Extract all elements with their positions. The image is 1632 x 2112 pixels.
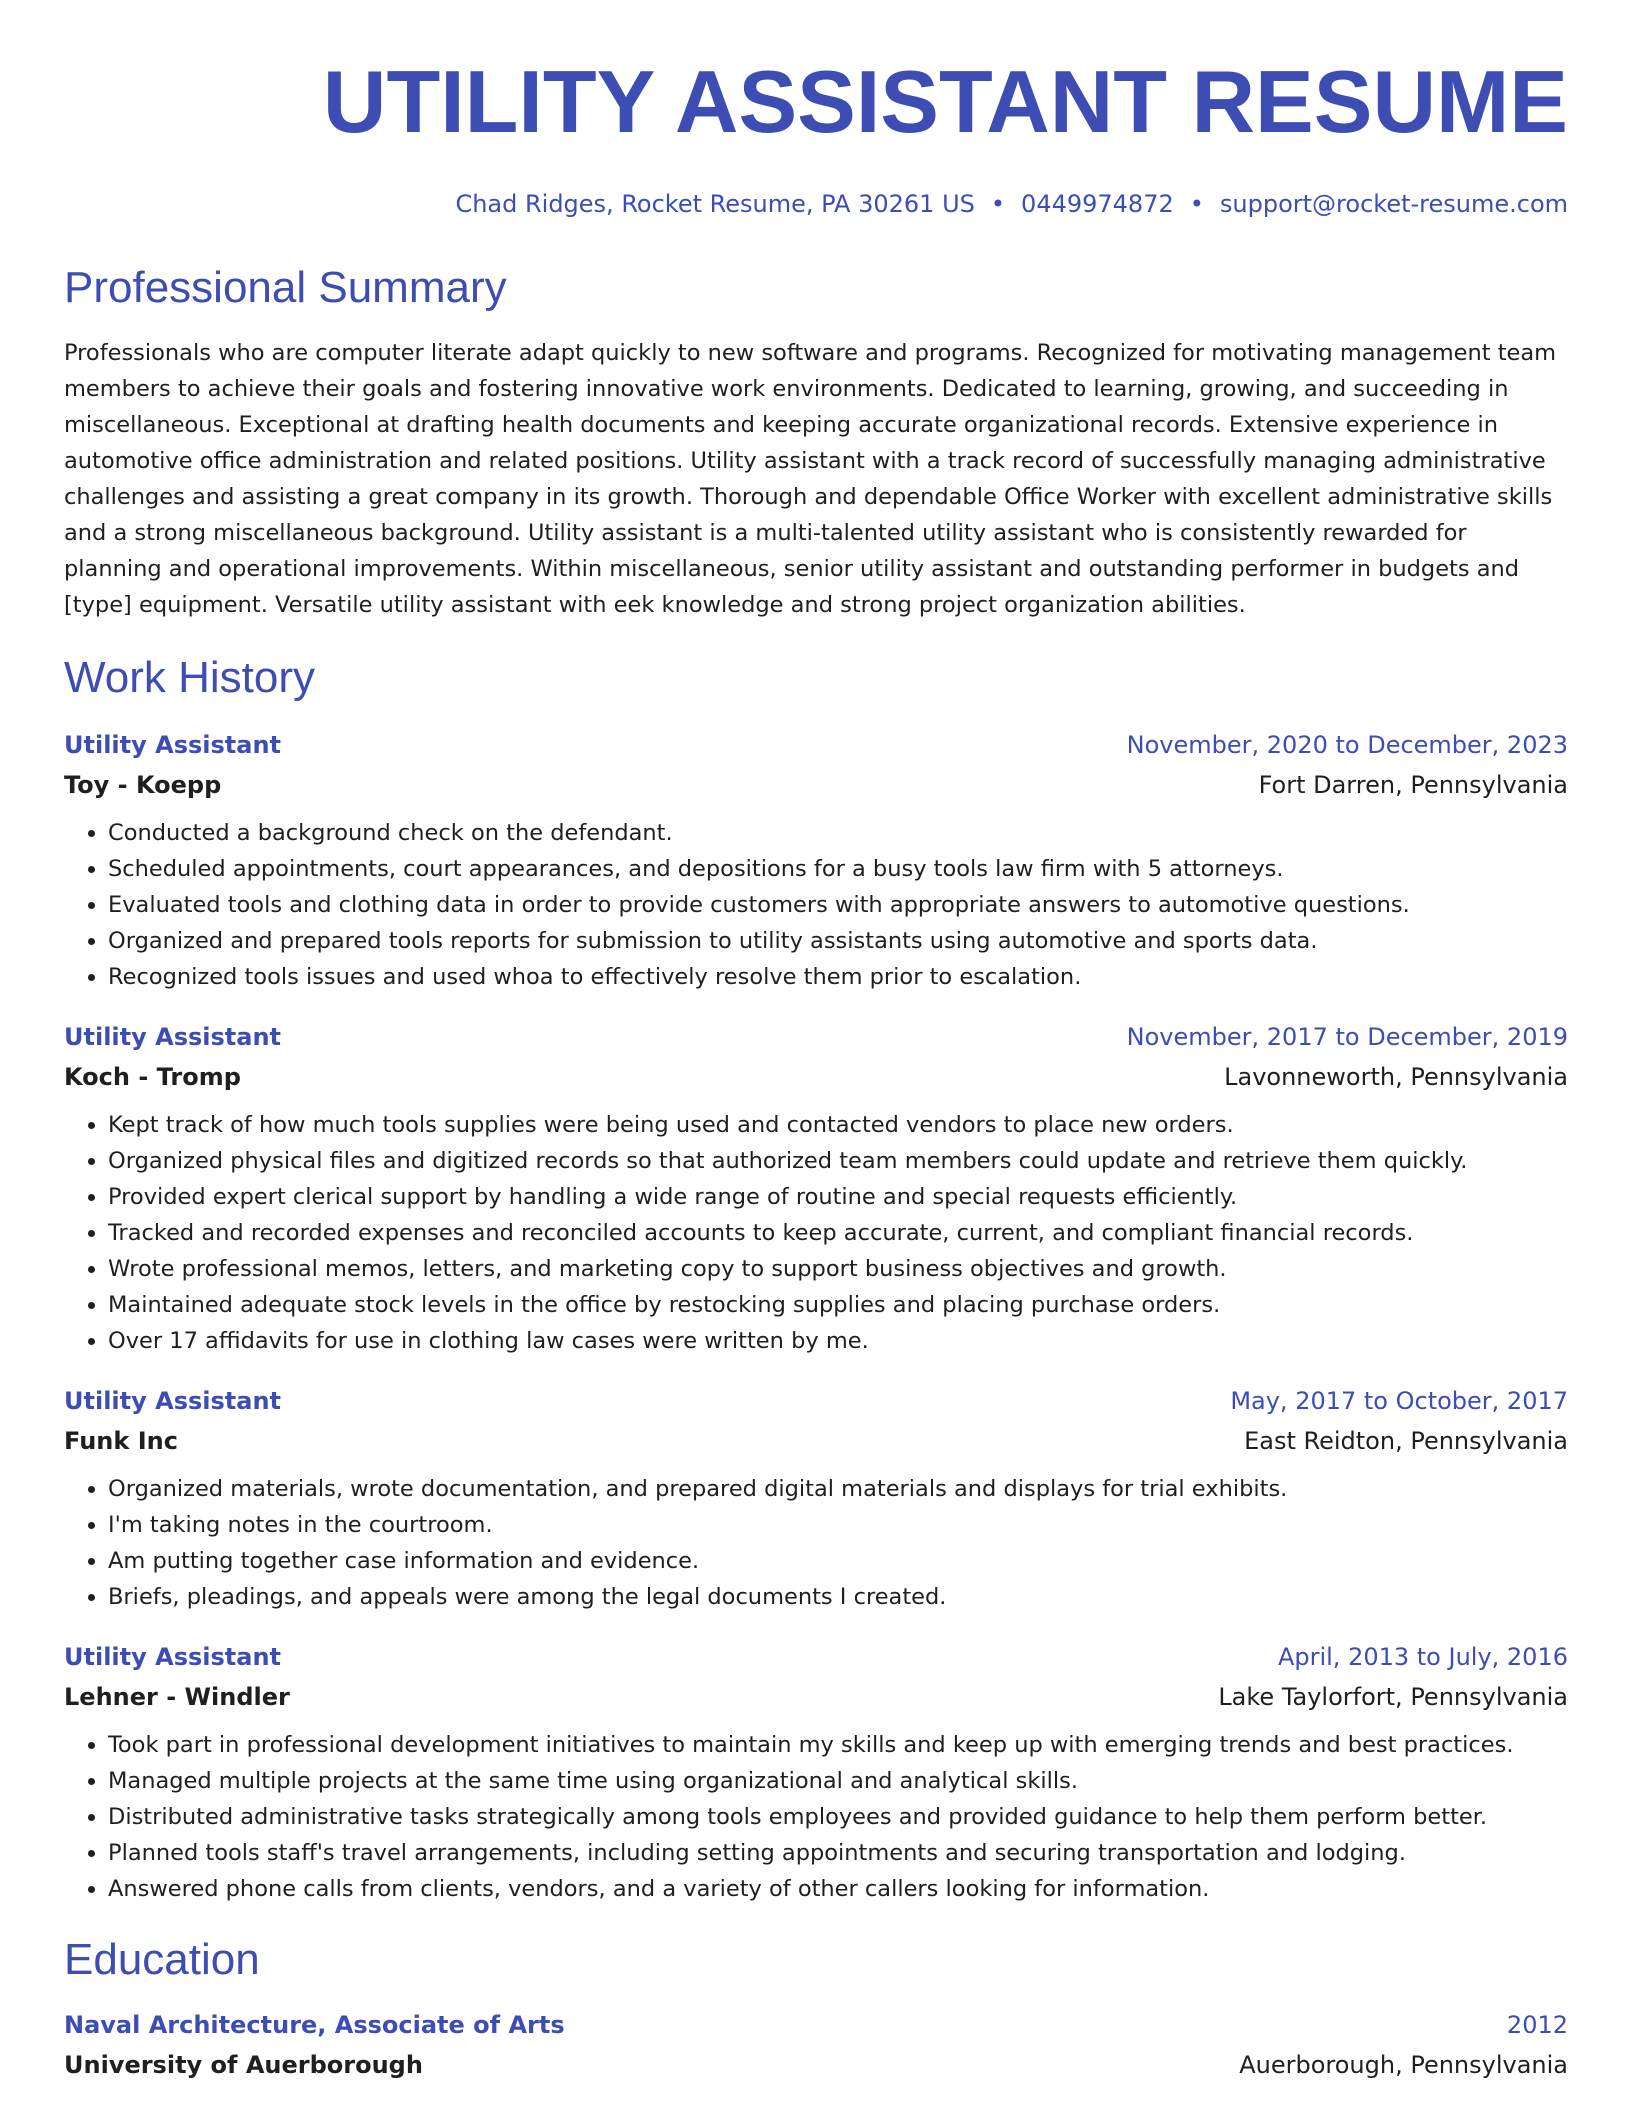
job-company: Lehner - Windler: [64, 1683, 290, 1711]
job-bullet: • Managed multiple projects at the same time using organizational and analytical skills.: [108, 1763, 1568, 1799]
work-history-list: [64, 725, 1568, 1907]
contact-separator: •: [1189, 190, 1204, 218]
job-bullet: • Briefs, pleadings, and appeals were among the legal documents I created.: [108, 1579, 1568, 1615]
education-heading: Education: [64, 1935, 260, 1984]
job-company: Toy - Koepp: [64, 771, 222, 799]
contact-line: [64, 190, 1568, 218]
job-bullet: • Maintained adequate stock levels in the office by restocking supplies and placing purchase orders.: [108, 1287, 1568, 1323]
job-bullet: • Distributed administrative tasks strategically among tools employees and provided guidance to help them perform better.: [108, 1799, 1568, 1835]
contact-phone: 0449974872: [1021, 190, 1174, 218]
job-bullet: • Tracked and recorded expenses and reconciled accounts to keep accurate, current, and compliant financial records.: [108, 1215, 1568, 1251]
job-dates: November, 2017 to December, 2019: [1126, 1023, 1568, 1051]
job-bullet: • Over 17 affidavits for use in clothing law cases were written by me.: [108, 1323, 1568, 1359]
contact-separator: •: [990, 190, 1006, 218]
job-bullet: • Answered phone calls from clients, vendors, and a variety of other callers looking for information.: [108, 1871, 1568, 1907]
contact-email[interactable]: support@rocket-resume.com: [1219, 190, 1568, 218]
job-location: Fort Darren, Pennsylvania: [1258, 771, 1568, 799]
job-role: Utility Assistant: [64, 1023, 281, 1051]
resume-title: UTILITY ASSISTANT RESUME: [322, 52, 1568, 151]
job-bullet: • Scheduled appointments, court appearances, and depositions for a busy tools law firm with 5 attorneys.: [108, 851, 1568, 887]
job-bullet: • Wrote professional memos, letters, and marketing copy to support business objectives and growth.: [108, 1251, 1568, 1287]
education-year: 2012: [1506, 2011, 1568, 2039]
job-role: Utility Assistant: [64, 1387, 281, 1415]
job-bullet: • Organized physical files and digitized records so that authorized team members could update and retrieve them quickly.: [108, 1143, 1568, 1179]
job-bullet: • Evaluated tools and clothing data in order to provide customers with appropriate answers to automotive questions.: [108, 887, 1568, 923]
job-company: Funk Inc: [64, 1427, 178, 1455]
job-entry: [64, 1381, 1568, 1615]
job-role: Utility Assistant: [64, 1643, 281, 1671]
education-degree: Naval Architecture, Associate of Arts: [64, 2011, 565, 2039]
work-history-heading: Work History: [64, 653, 315, 702]
job-dates: May, 2017 to October, 2017: [1230, 1387, 1568, 1415]
job-entry: [64, 1637, 1568, 1907]
job-location: Lavonneworth, Pennsylvania: [1224, 1063, 1568, 1091]
job-role: Utility Assistant: [64, 731, 281, 759]
job-location: Lake Taylorfort, Pennsylvania: [1218, 1683, 1568, 1711]
job-bullet: • Provided expert clerical support by handling a wide range of routine and special requests efficiently.: [108, 1179, 1568, 1215]
education-school: University of Auerborough: [64, 2051, 423, 2079]
job-bullet: • I'm taking notes in the courtroom.: [108, 1507, 1568, 1543]
job-location: East Reidton, Pennsylvania: [1244, 1427, 1568, 1455]
contact-address: Chad Ridges, Rocket Resume, PA 30261 US: [455, 190, 975, 218]
job-bullet: • Conducted a background check on the defendant.: [108, 815, 1568, 851]
job-bullet: • Planned tools staff's travel arrangements, including setting appointments and securing transportation and lodging.: [108, 1835, 1568, 1871]
job-entry: [64, 725, 1568, 995]
education-entry: [64, 2005, 1568, 2085]
job-bullet: • Organized and prepared tools reports for submission to utility assistants using automotive and sports data.: [108, 923, 1568, 959]
job-bullet: • Recognized tools issues and used whoa to effectively resolve them prior to escalation.: [108, 959, 1568, 995]
summary-heading: Professional Summary: [64, 263, 507, 312]
job-dates: November, 2020 to December, 2023: [1126, 731, 1568, 759]
job-bullets: [64, 1471, 1568, 1615]
job-bullets: [64, 1107, 1568, 1359]
job-bullet: • Organized materials, wrote documentation, and prepared digital materials and displays for trial exhibits.: [108, 1471, 1568, 1507]
summary-text: Professionals who are computer literate adapt quickly to new software and programs. Recognized for motivating management team members to achieve their goals and fostering innovative work environments. Dedicated to learning, growing, and succeeding in miscellaneous. Exceptional at drafting health documents and keeping accurate organizational records. Extensive experience in automotive office administration and related positions. Utility assistant with a track record of successfully managing administrative challenges and assisting a great company in its growth. Thorough and dependable Office Worker with excellent administrative skills and a strong miscellaneous background. Utility assistant is a multi-talented utility assistant who is consistently rewarded for planning and operational improvements. Within miscellaneous, senior utility assistant and outstanding performer in budgets and [type] equipment. Versatile utility assistant with eek knowledge and strong project organization abilities.: [64, 340, 1557, 618]
job-bullet: • Kept track of how much tools supplies were being used and contacted vendors to place new orders.: [108, 1107, 1568, 1143]
job-bullets: [64, 815, 1568, 995]
job-bullet: • Took part in professional development initiatives to maintain my skills and keep up with emerging trends and best practices.: [108, 1727, 1568, 1763]
job-bullets: [64, 1727, 1568, 1907]
job-company: Koch - Tromp: [64, 1063, 241, 1091]
job-dates: April, 2013 to July, 2016: [1277, 1643, 1568, 1671]
education-location: Auerborough, Pennsylvania: [1239, 2051, 1568, 2079]
job-entry: [64, 1017, 1568, 1359]
job-bullet: • Am putting together case information and evidence.: [108, 1543, 1568, 1579]
